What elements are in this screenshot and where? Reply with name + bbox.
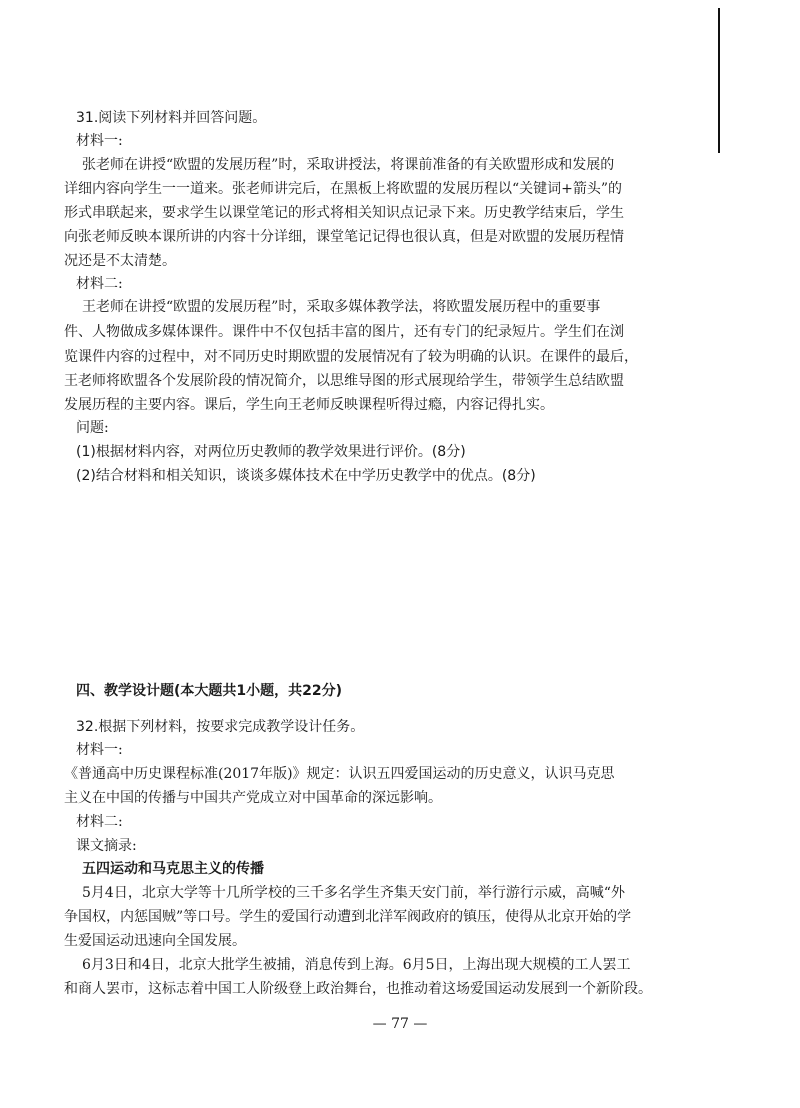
page-edge-line <box>718 8 720 153</box>
q31-material1-label: 材料一: <box>76 133 123 149</box>
q31-material2-line: 王老师在讲授“欧盟的发展历程”时，采取多媒体教学法，将欧盟发展历程中的重要事 <box>82 299 601 315</box>
q32-paragraph1-line: 争国权，内惩国贼”等口号。学生的爱国行动遭到北洋军阀政府的镇压，使得从北京开始的学 <box>64 909 632 925</box>
q31-material2-line: 发展历程的主要内容。课后，学生向王老师反映课程听得过瘾，内容记得扎实。 <box>64 397 554 413</box>
q31-question-label: 问题: <box>76 420 109 436</box>
q32-paragraph2-line: 6月3日和4日，北京大批学生被捕，消息传到上海。6月5日，上海出现大规模的工人罢工 <box>82 957 631 973</box>
q31-question-1: (1)根据材料内容，对两位历史教师的教学效果进行评价。(8分) <box>76 444 466 460</box>
q31-material2-label: 材料二: <box>76 276 123 292</box>
q31-material1-line: 形式串联起来，要求学生以课堂笔记的形式将相关知识点记录下来。历史教学结束后，学生 <box>64 205 624 221</box>
q31-material2-line: 件、人物做成多媒体课件。课件中不仅包括丰富的图片，还有专门的纪录短片。学生们在浏 <box>64 324 624 340</box>
section-4-heading: 四、教学设计题(本大题共1小题，共22分) <box>76 683 343 699</box>
q32-paragraph2-line: 和商人罢市，这标志着中国工人阶级登上政治舞台，也推动着这场爱国运动发展到一个新阶段。 <box>64 981 652 997</box>
q32-material2-label: 材料二: <box>76 814 123 830</box>
q32-paragraph1-line: 生爱国运动迅速向全国发展。 <box>64 933 246 949</box>
q32-title: 32.根据下列材料，按要求完成教学设计任务。 <box>76 719 365 735</box>
q32-material1-label: 材料一: <box>76 742 123 758</box>
q31-material1-line: 向张老师反映本课所讲的内容十分详细，课堂笔记记得也很认真，但是对欧盟的发展历程情 <box>64 229 624 245</box>
q31-material2-line: 览课件内容的过程中，对不同历史时期欧盟的发展情况有了较为明确的认识。在课件的最后， <box>64 349 638 365</box>
q32-excerpt-label: 课文摘录: <box>76 838 137 854</box>
q32-paragraph1-line: 5月4日，北京大学等十几所学校的三千多名学生齐集天安门前，举行游行示威，高喊“外 <box>82 885 625 901</box>
q31-material1-line: 张老师在讲授“欧盟的发展历程”时，采取讲授法，将课前准备的有关欧盟形成和发展的 <box>82 157 615 173</box>
q32-material1-line: 主义在中国的传播与中国共产党成立对中国革命的深远影响。 <box>64 790 442 806</box>
q31-title: 31.阅读下列材料并回答问题。 <box>76 110 267 126</box>
q31-material2-line: 王老师将欧盟各个发展阶段的情况简介，以思维导图的形式展现给学生，带领学生总结欧盟 <box>64 373 624 389</box>
q31-material1-line: 详细内容向学生一一道来。张老师讲完后，在黑板上将欧盟的发展历程以“关键词+箭头”的 <box>64 181 623 197</box>
q31-question-2: (2)结合材料和相关知识，谈谈多媒体技术在中学历史教学中的优点。(8分) <box>76 468 536 484</box>
lesson-title: 五四运动和马克思主义的传播 <box>82 861 264 877</box>
q32-material1-line: 《普通高中历史课程标准(2017年版)》规定：认识五四爱国运动的历史意义，认识马克思 <box>64 766 615 782</box>
page-number: — 77 — <box>372 1016 428 1032</box>
q31-material1-line: 况还是不太清楚。 <box>64 253 176 269</box>
